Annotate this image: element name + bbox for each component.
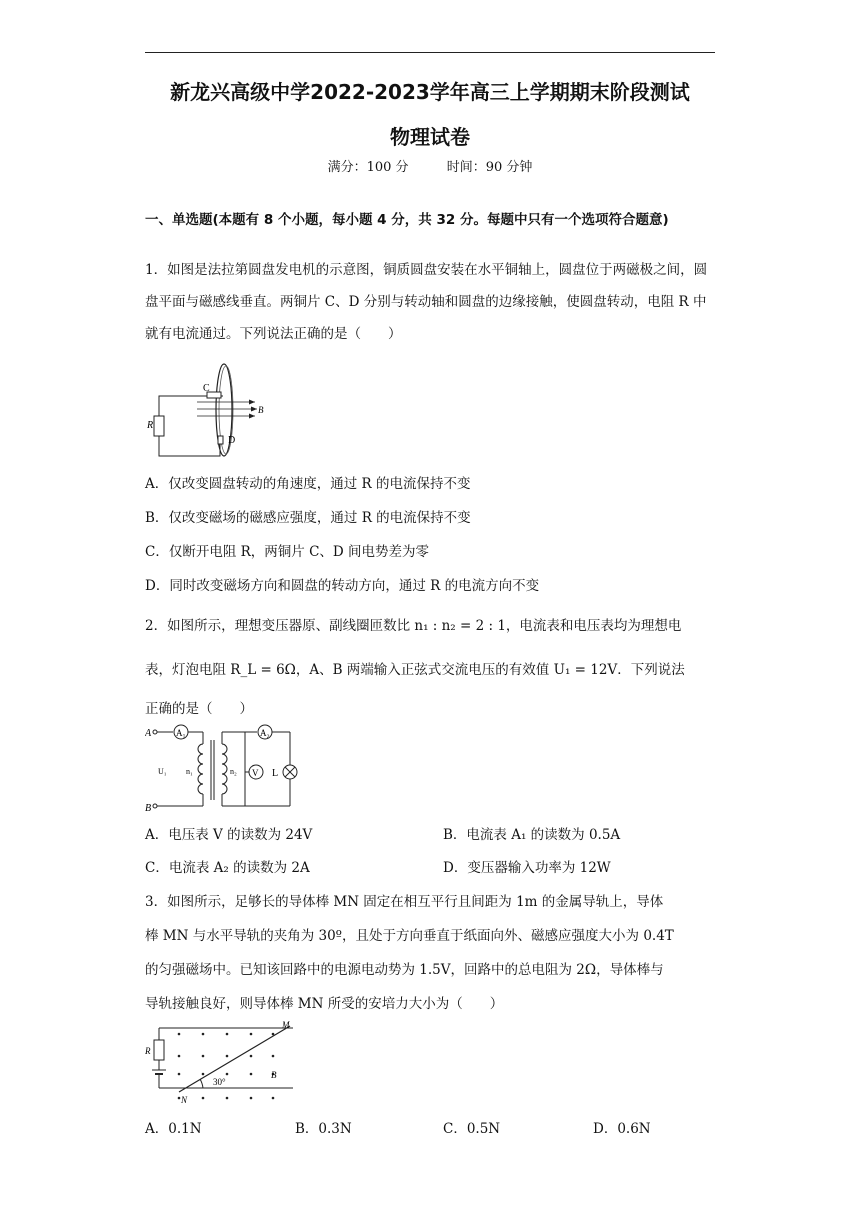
q1-option-a: A．仅改变圆盘转动的角速度，通过 R 的电流保持不变	[145, 476, 471, 492]
q3-line3: 的匀强磁场中。已知该回路中的电源电动势为 1.5V，回路中的总电阻为 2Ω，导体棒与	[145, 962, 664, 978]
label-a2: A₂	[260, 728, 270, 738]
label-r: R	[145, 1046, 151, 1056]
q3-option-b: B．0.3N	[295, 1121, 352, 1137]
label-n1: n₁	[186, 767, 193, 776]
label-terminal-b: B	[145, 803, 152, 814]
q1-option-d: D．同时改变磁场方向和圆盘的转动方向，通过 R 的电流方向不变	[145, 578, 540, 594]
q1-stem: 1．如图是法拉第圆盘发电机的示意图，铜质圆盘安装在水平铜轴上，圆盘位于两磁极之间，圆盘平面与磁感线垂直。两铜片 C、D 分别与转动轴和圆盘的边缘接触，使圆盘转动，电阻 R 中就有电流通过。下列说法正确的是（ ）	[145, 262, 708, 342]
q3-line2: 棒 MN 与水平导轨的夹角为 30º，且处于方向垂直于纸面向外、磁感应强度大小为 0.4T	[145, 928, 674, 944]
label-r: R	[147, 420, 154, 431]
q2-option-c: C．电流表 A₂ 的读数为 2A	[145, 860, 310, 876]
q3-option-d: D．0.6N	[593, 1121, 651, 1137]
q1-figure-disc-generator	[145, 360, 270, 460]
exam-meta	[0, 156, 860, 175]
q2-line3: 正确的是（ ）	[145, 701, 253, 717]
exam-subject: 物理试卷	[390, 125, 470, 149]
header-rule	[145, 52, 715, 53]
q2-option-d: D．变压器输入功率为 12W	[443, 860, 611, 876]
label-u1: U₁	[158, 767, 167, 776]
section-heading: 一、单选题(本题有 8 个小题，每小题 4 分，共 32 分。每题中只有一个选项符合题意)	[145, 212, 669, 228]
q3-option-a: A．0.1N	[145, 1121, 202, 1137]
label-m: M	[282, 1020, 290, 1030]
label-b: B	[271, 1070, 277, 1080]
label-l: L	[272, 768, 279, 779]
label-b: B	[258, 405, 264, 415]
q2-line1: 2．如图所示，理想变压器原、副线圈匝数比 n₁ : n₂ = 2 : 1，电流表和电压表均为理想电	[145, 618, 682, 634]
label-c: C	[203, 383, 210, 394]
magnetic-field-dots	[178, 1033, 275, 1100]
exam-title: 新龙兴高级中学2022-2023学年高三上学期期末阶段测试	[170, 80, 690, 104]
q1-option-b: B．仅改变磁场的磁感应强度，通过 R 的电流保持不变	[145, 510, 471, 526]
time-info: 时间：90 分钟	[446, 160, 533, 175]
label-angle: 30°	[213, 1077, 226, 1087]
q3-line1: 3．如图所示，足够长的导体棒 MN 固定在相互平行且间距为 1m 的金属导轨上，导体	[145, 894, 664, 910]
q2-option-a: A．电压表 V 的读数为 24V	[145, 827, 313, 843]
label-n2: n₂	[230, 767, 237, 776]
q3-line4: 导轨接触良好，则导体棒 MN 所受的安培力大小为（ ）	[145, 996, 504, 1012]
q3-option-c: C．0.5N	[443, 1121, 501, 1137]
q2-line2: 表，灯泡电阻 R_L = 6Ω，A、B 两端输入正弦式交流电压的有效值 U₁ = 12V．下列说法	[145, 662, 685, 678]
q1-option-c: C．仅断开电阻 R，两铜片 C、D 间电势差为零	[145, 544, 430, 560]
score-info: 满分：100 分	[327, 160, 409, 175]
q2-option-b: B．电流表 A₁ 的读数为 0.5A	[443, 827, 621, 843]
q2-figure-transformer	[145, 722, 305, 814]
label-terminal-a: A	[145, 728, 152, 739]
q3-figure-rails	[145, 1020, 305, 1104]
label-a1: A₁	[176, 728, 186, 738]
label-n: N	[181, 1095, 188, 1104]
label-v: V	[252, 768, 259, 778]
label-d: D	[228, 435, 236, 446]
